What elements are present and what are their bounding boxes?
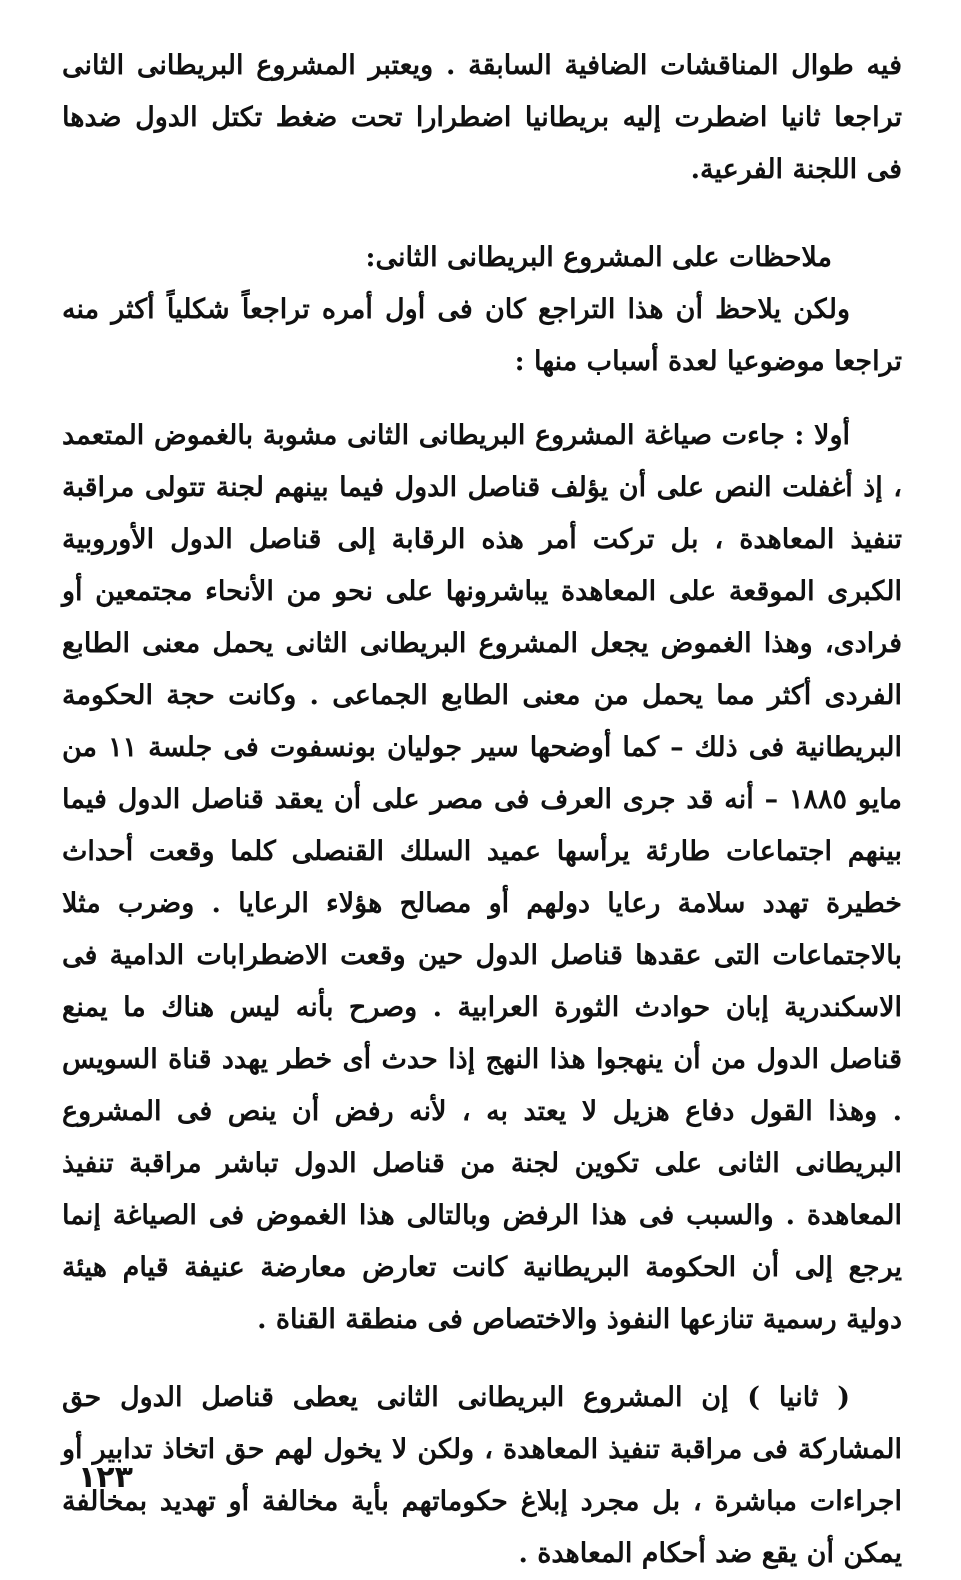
- page-number: ١٢٣: [78, 1460, 133, 1495]
- paragraph-continuation: فيه طوال المناقشات الضافية السابقة . ويعتبر المشروع البريطانى الثانى تراجعا ثانيا اضطرت إليه بريطانيا اضطرارا تحت ضغط تكتل الدول ضدها فى اللجنة الفرعية.: [62, 50, 902, 185]
- paragraph-first-reason: أولا : جاءت صياغة المشروع البريطانى الثانى مشوبة بالغموض المتعمد ، إذ أغفلت النص على أن يؤلف قناصل الدول فيما بينهم لجنة تتولى مراقبة تنفيذ المعاهدة ، بل تركت أمر هذه الرقابة إلى قناصل الدول الأوروبية الكبرى الموقعة على المعاهدة يباشرونها على نحو من الأنحاء مجتمعين أو فرادى، وهذا الغموض يجعل المشروع البريطانى الثانى يحمل معنى الطابع الفردى أكثر مما يحمل من معنى الطابع الجماعى . وكانت حجة الحكومة البريطانية فى ذلك – كما أوضحها سير جوليان بونسفوت فى جلسة ١١ من مايو ١٨٨٥ – أنه قد جرى العرف فى مصر على أن يعقد قناصل الدول فيما بينهم اجتماعات طارئة يرأسها عميد السلك القنصلى كلما وقعت أحداث خطيرة تهدد سلامة رعايا دولهم أو مصالح هؤلاء الرعايا . وضرب مثلا بالاجتماعات التى عقدها قناصل الدول حين وقعت الاضطرابات الدامية فى الاسكندرية إبان حوادث الثورة العرابية . وصرح بأنه ليس هناك ما يمنع قناصل الدول من أن ينهجوا هذا النهج إذا حدث أى خطر يهدد قناة السويس . وهذا القول دفاع هزيل لا يعتد به ، لأنه رفض أن ينص فى المشروع البريطانى الثانى على تكوين لجنة من قناصل الدول تباشر مراقبة تنفيذ المعاهدة . والسبب فى هذا الرفض وبالتالى هذا الغموض فى الصياغة إنما يرجع إلى أن الحكومة البريطانية كانت تعارض معارضة عنيفة قيام هيئة دولية رسمية تنازعها النفوذ والاختصاص فى منطقة القناة .: [62, 420, 902, 1335]
- section-heading: ملاحظات على المشروع البريطانى الثانى:: [365, 242, 832, 273]
- paragraph-observation-intro: ولكن يلاحظ أن هذا التراجع كان فى أول أمره تراجعاً شكلياً أكثر منه تراجعا موضوعيا لعدة أسباب منها :: [62, 294, 902, 377]
- paragraph-second-reason: ( ثانيا ) إن المشروع البريطانى الثانى يعطى قناصل الدول حق المشاركة فى مراقبة تنفيذ المعاهدة ، ولكن لا يخول لهم حق اتخاذ تدابير أو اجراءات مباشرة ، بل مجرد إبلاغ حكوماتهم بأية مخالفة أو تهديد بمخالفة يمكن أن يقع ضد أحكام المعاهدة .: [62, 1382, 902, 1569]
- document-page: [62, 40, 902, 1580]
